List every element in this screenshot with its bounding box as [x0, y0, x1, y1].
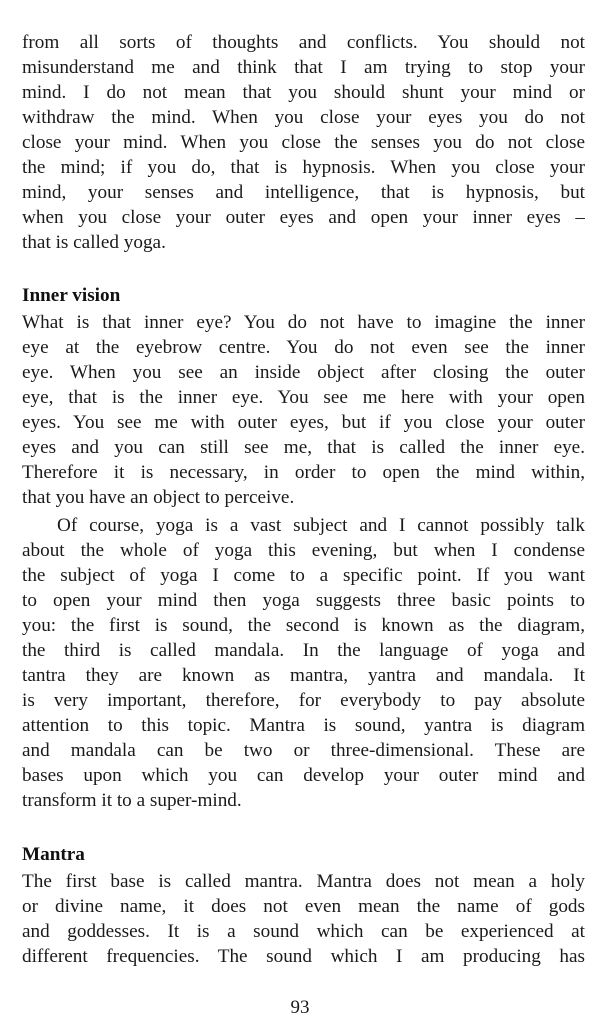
text-line: eye, that is the inner eye. You see me here with your open	[22, 387, 585, 408]
text-line: to open your mind then yoga suggests three basic points to	[22, 590, 585, 611]
text-line: the third is called mandala. In the language of yoga and	[22, 640, 585, 661]
text-line: the subject of yoga I come to a specific point. If you want	[22, 565, 585, 586]
text-line: that is called yoga.	[22, 232, 166, 253]
text-line: from all sorts of thoughts and conflicts. You should not	[22, 32, 585, 53]
text-line: withdraw the mind. When you close your eyes you do not	[22, 107, 585, 128]
text-line: when you close your outer eyes and open your inner eyes –	[22, 207, 585, 228]
text-line: bases upon which you can develop your outer mind and	[22, 765, 585, 786]
page-number: 93	[290, 997, 310, 1018]
text-line: and goddesses. It is a sound which can be experienced at	[22, 921, 585, 942]
section-heading: Mantra	[22, 844, 85, 865]
text-line: you: the first is sound, the second is known as the diagram,	[22, 615, 585, 636]
text-line: Of course, yoga is a vast subject and I cannot possibly talk	[57, 515, 585, 536]
text-line: What is that inner eye? You do not have to imagine the inner	[22, 312, 585, 333]
text-line: about the whole of yoga this evening, but when I condense	[22, 540, 585, 561]
text-line: mind, your senses and intelligence, that is hypnosis, but	[22, 182, 585, 203]
text-line: the mind; if you do, that is hypnosis. When you close your	[22, 157, 585, 178]
text-line: eye at the eyebrow centre. You do not even see the inner	[22, 337, 585, 358]
text-line: misunderstand me and think that I am trying to stop your	[22, 57, 585, 78]
text-line: transform it to a super-mind.	[22, 790, 242, 811]
text-line: or divine name, it does not even mean the name of gods	[22, 896, 585, 917]
text-line: tantra they are known as mantra, yantra and mandala. It	[22, 665, 585, 686]
text-line: that you have an object to perceive.	[22, 487, 295, 508]
text-line: The first base is called mantra. Mantra does not mean a holy	[22, 871, 585, 892]
text-line: close your mind. When you close the senses you do not close	[22, 132, 585, 153]
section-heading: Inner vision	[22, 285, 121, 306]
text-line: different frequencies. The sound which I am producing has	[22, 946, 585, 967]
text-line: eyes. You see me with outer eyes, but if you close your outer	[22, 412, 585, 433]
text-line: mind. I do not mean that you should shunt your mind or	[22, 82, 585, 103]
text-line: is very important, therefore, for everybody to pay absolute	[22, 690, 585, 711]
text-line: eye. When you see an inside object after closing the outer	[22, 362, 585, 383]
text-line: Therefore it is necessary, in order to open the mind within,	[22, 462, 585, 483]
text-line: eyes and you can still see me, that is called the inner eye.	[22, 437, 585, 458]
text-line: attention to this topic. Mantra is sound, yantra is diagram	[22, 715, 585, 736]
text-line: and mandala can be two or three-dimensional. These are	[22, 740, 585, 761]
